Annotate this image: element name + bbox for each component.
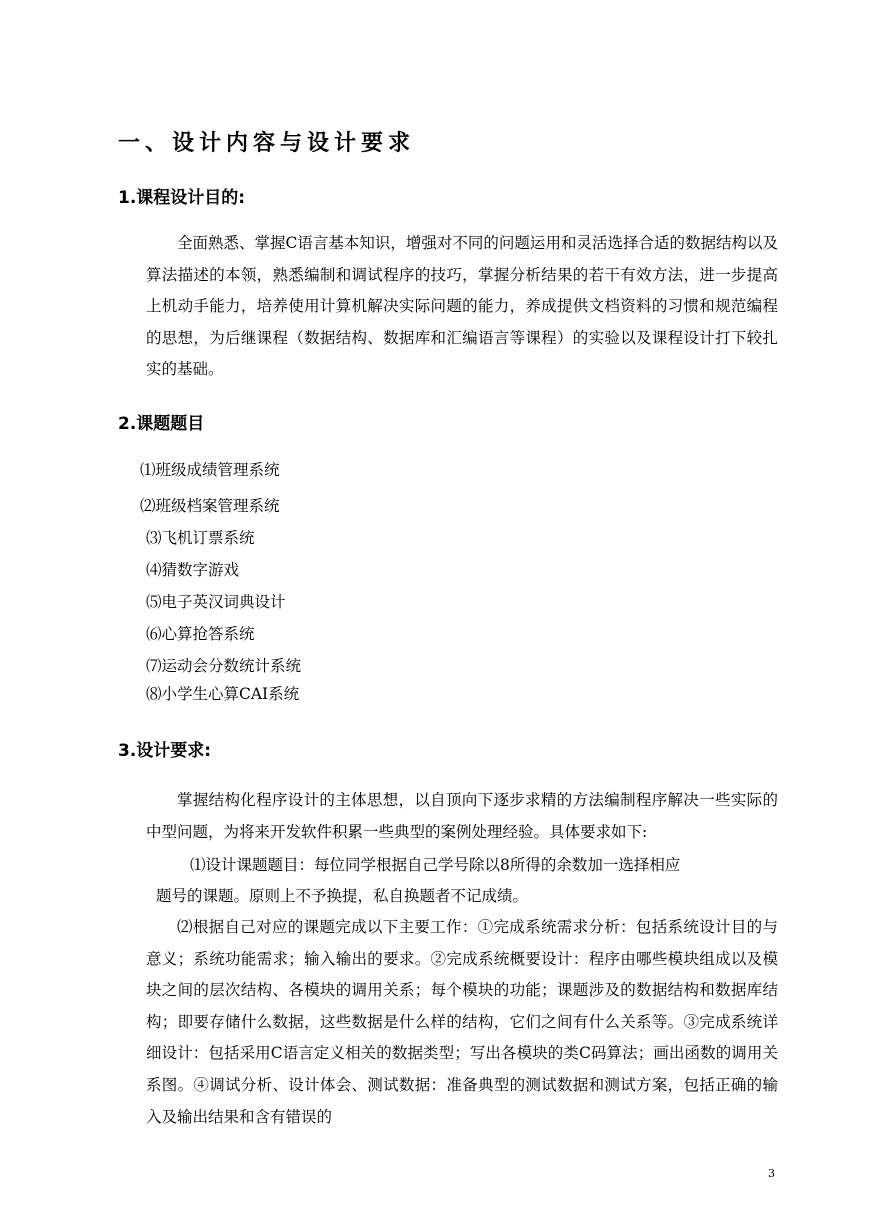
section-1-title: 1.课程设计目的: [118, 188, 246, 208]
section-1-paragraph: 全面熟悉、掌握C语言基本知识，增强对不同的问题运用和灵活选择合适的数据结构以及算法描述的本领，熟悉编制和调试程序的技巧，掌握分析结果的若干有效方法，进一步提高上机动手能力，培养使用计算机解决实际问题的能力，养成提供文档资料的习惯和规范编程的思想，为后继课程（数据结构、数据库和汇编语言等课程）的实验以及课程设计打下较扎实的基础。 [146, 234, 778, 379]
topic-item-1: ⑴班级成绩管理系统 [140, 461, 280, 479]
section-3-title: 3.设计要求: [118, 741, 212, 761]
topic-item-8: ⑻小学生心算CAI系统 [146, 685, 300, 703]
requirement-1-line-1: ⑴设计课题题目：每位同学根据自己学号除以8所得的余数加一选择相应 [190, 856, 681, 874]
topic-item-7: ⑺运动会分数统计系统 [146, 657, 302, 675]
main-heading: 一、设计内容与设计要求 [118, 131, 416, 156]
section-2-title: 2.课题题目 [118, 414, 205, 434]
topic-item-2: ⑵班级档案管理系统 [140, 497, 280, 515]
page-number: 3 [768, 1167, 775, 1180]
section-3-intro: 掌握结构化程序设计的主体思想，以自顶向下逐步求精的方法编制程序解决一些实际的中型问题，为将来开发软件积累一些典型的案例处理经验。具体要求如下: [146, 791, 778, 841]
topic-item-6: ⑹心算抢答系统 [146, 625, 255, 643]
topic-item-3: ⑶飞机订票系统 [146, 529, 255, 547]
topic-item-4: ⑷猜数字游戏 [146, 561, 240, 579]
topic-item-5: ⑸电子英汉词典设计 [146, 593, 286, 611]
requirement-1-line-2: 题号的课题。原则上不予换提，私自换题者不记成绩。 [156, 887, 529, 905]
requirement-2-paragraph: ⑵根据自己对应的课题完成以下主要工作：①完成系统需求分析：包括系统设计目的与意义；系统功能需求；输入输出的要求。②完成系统概要设计：程序由哪些模块组成以及模块之间的层次结构、各模块的调用关系；每个模块的功能；课题涉及的数据结构和数据库结构；即要存储什么数据，这些数据是什么样的结构，它们之间有什么关系等。③完成系统详细设计：包括采用C语言定义相关的数据类型；写出各模块的类C码算法；画出函数的调用关系图。④调试分析、设计体会、测试数据：准备典型的测试数据和测试方案，包括正确的输入及输出结果和含有错误的 [146, 918, 778, 1126]
